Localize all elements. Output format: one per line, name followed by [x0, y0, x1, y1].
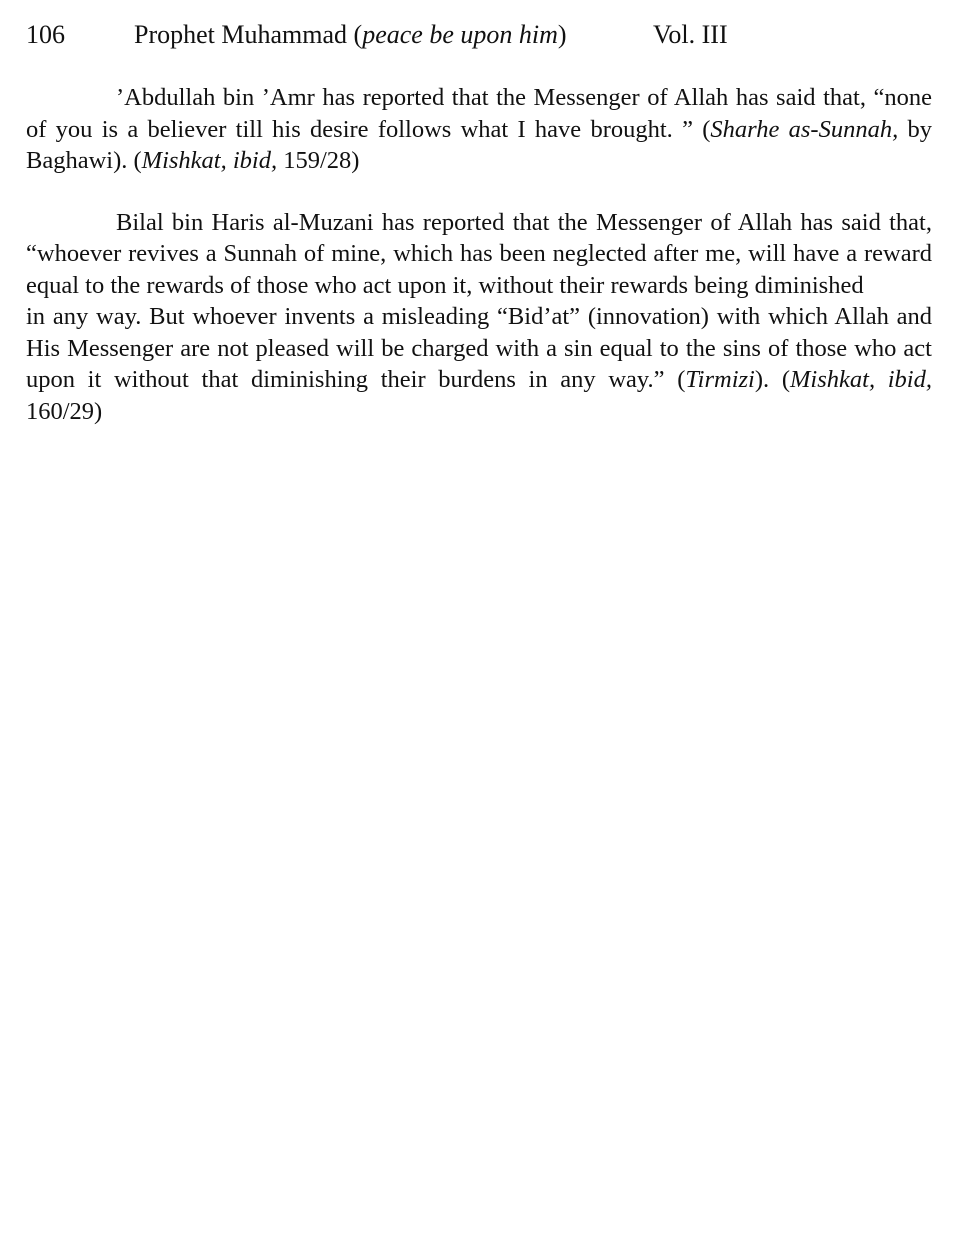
paragraph-text: ’Abdullah bin ’Amr has reported that the Messenger of Allah has said that, “none of you is a believer till his desire follows what I have brought. ” ( [26, 84, 932, 143]
book-title-main: Prophet Muhammad [134, 20, 348, 49]
paragraph-text: Bilal bin Haris al-Muzani has reported that the Messenger of Allah has said that, “whoever revives a Sunnah of mine, which has been neglected after me, will have a reward equal to the rewards of those who act upon it, without their rewards being diminished [26, 208, 932, 299]
book-title-paren-open: ( [353, 20, 363, 49]
book-title-paren-close: ) [557, 20, 567, 49]
page-body [26, 82, 932, 427]
reference-number: 160/29) [26, 397, 103, 425]
source-citation: Tirmizi [685, 366, 755, 393]
page-number: 106 [26, 20, 65, 49]
source-citation-rest: ). ( [754, 366, 791, 393]
paragraph-text: in any way. But whoever invents a misleading “Bid’at” (innovation) with which Allah and His Messenger are not pleased will be charged with a sin equal to the sins of those who act upon it without that diminishing their burdens in any way.” ( [26, 303, 932, 393]
source-citation: Sharhe as-Sunnah, [710, 115, 899, 143]
paragraph-bilal [26, 207, 932, 302]
source-citation-rest: by Baghawi). ( [26, 115, 932, 174]
paragraph-abdullah [26, 82, 932, 177]
book-title [134, 18, 567, 52]
reference-number: 159/28) [277, 147, 360, 174]
book-title-italic: peace be upon him [362, 20, 558, 49]
reference-citation: Mishkat, ibid, [141, 147, 278, 174]
volume-label: Vol. III [653, 20, 728, 49]
page-header [26, 18, 936, 52]
reference-citation: Mishkat, ibid, [790, 366, 932, 393]
paragraph-bilal-continuation [26, 301, 932, 427]
